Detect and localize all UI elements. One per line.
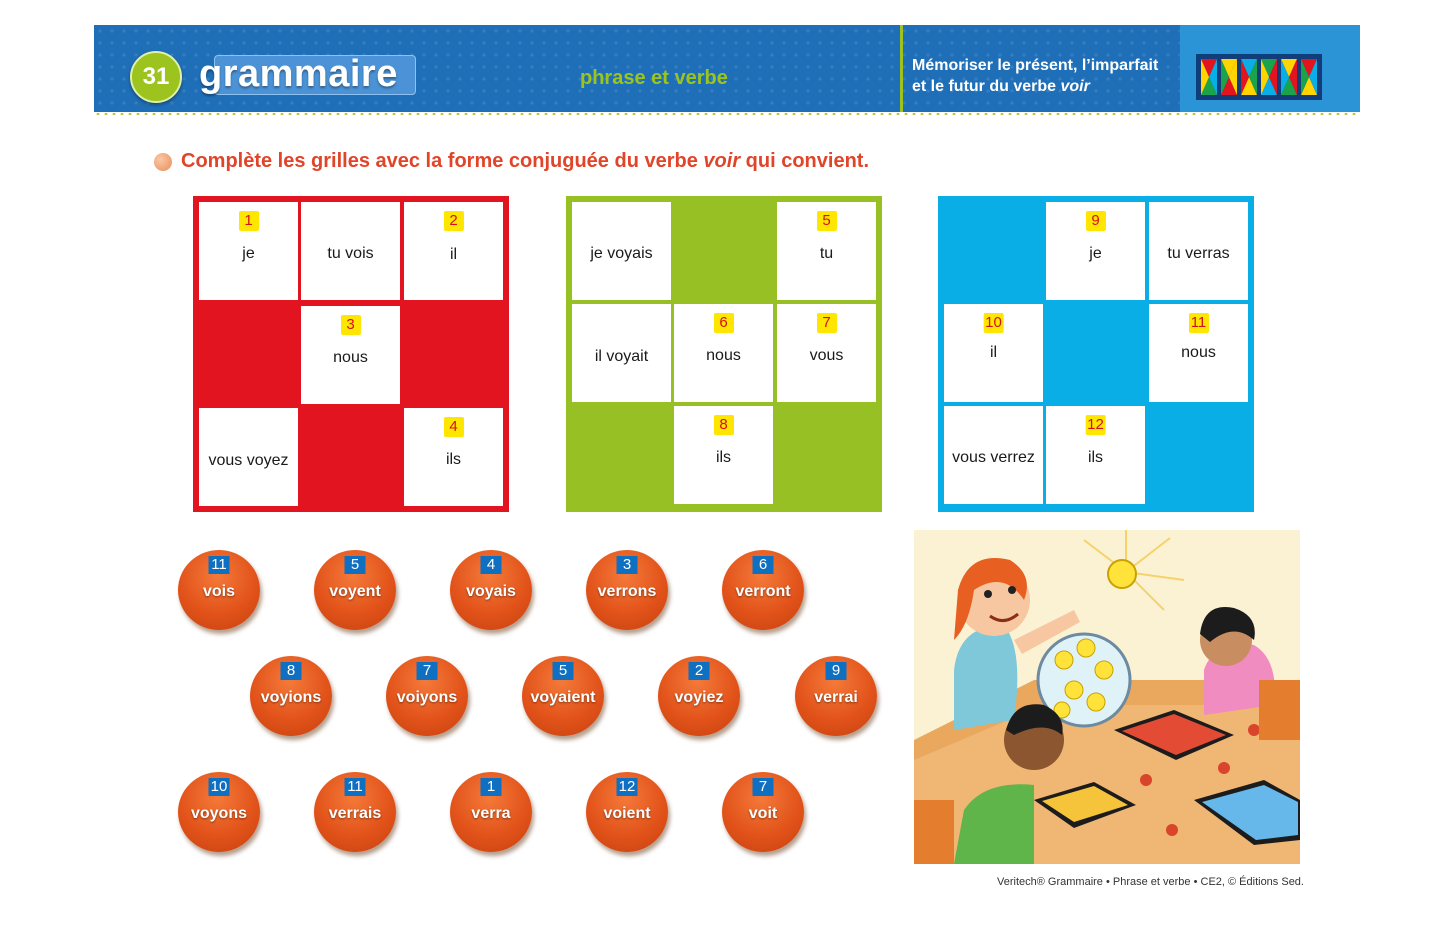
token-word: voyons: [190, 805, 247, 822]
page-title: grammaire: [199, 53, 398, 95]
learning-objective: [912, 55, 1174, 97]
grid-cell[interactable]: [944, 304, 1043, 402]
answer-token[interactable]: [722, 550, 804, 630]
cell-number: 12: [1087, 416, 1104, 433]
cell-word: il: [989, 344, 998, 361]
cell-word: il voyait: [594, 348, 649, 365]
grid-present: [193, 196, 509, 512]
grid-imparfait: [566, 196, 882, 512]
header-divider: [900, 25, 903, 112]
token-number: 7: [417, 662, 438, 680]
cell-word: tu vois: [327, 245, 374, 262]
token-word: voient: [603, 805, 651, 822]
token-word: voyent: [329, 583, 381, 600]
cell-word: tu: [819, 245, 834, 262]
grid-cell[interactable]: [674, 304, 773, 402]
cell-word: je: [242, 245, 255, 262]
cell-number: 8: [714, 415, 734, 435]
children-playing-illustration: [914, 530, 1300, 864]
grid-cell: [572, 304, 671, 402]
token-number: 4: [481, 556, 502, 574]
cell-word: il: [449, 246, 458, 263]
token-number: 6: [753, 556, 774, 574]
token-word: voyions: [260, 689, 322, 706]
token-number: 3: [617, 556, 638, 574]
token-word: voyiez: [674, 689, 724, 706]
answer-token[interactable]: [178, 772, 260, 852]
grid-cell[interactable]: [1149, 304, 1248, 402]
token-word: verra: [471, 805, 511, 822]
cell-word: je: [1089, 245, 1102, 262]
copyright-footer: Veritech® Grammaire • Phrase et verbe • CE2, © Éditions Sed.: [997, 876, 1304, 888]
token-word: vois: [202, 583, 235, 600]
cell-number: 11: [1189, 313, 1209, 333]
grid-cell: [1149, 202, 1248, 300]
answer-token[interactable]: [722, 772, 804, 852]
answer-token[interactable]: [386, 656, 468, 736]
instruction: [181, 150, 869, 173]
cell-word: ils: [1087, 449, 1104, 466]
answer-token[interactable]: [178, 550, 260, 630]
cell-word: nous: [333, 349, 368, 366]
instruction-text-end: qui convient.: [745, 150, 870, 172]
cell-number: 3: [341, 315, 361, 335]
cell-word: je voyais: [590, 245, 653, 262]
header-banner: [94, 25, 1360, 112]
grid-cell[interactable]: [777, 304, 876, 402]
token-word: voyais: [466, 583, 516, 600]
answer-token[interactable]: [314, 772, 396, 852]
cell-number: 1: [239, 211, 259, 231]
cell-number: 9: [1086, 211, 1106, 231]
token-number: 11: [345, 778, 366, 796]
grid-cell[interactable]: [1046, 406, 1145, 504]
instruction-verb: voir: [703, 150, 741, 172]
answer-token[interactable]: [586, 550, 668, 630]
grid-cell[interactable]: [199, 202, 298, 300]
token-word: verrais: [328, 805, 382, 822]
cell-word: vous: [809, 347, 844, 364]
cell-word: nous: [706, 347, 741, 364]
grid-cell: [572, 202, 671, 300]
token-number: 11: [209, 556, 230, 574]
cell-number: 6: [714, 313, 734, 333]
answer-token[interactable]: [314, 550, 396, 630]
answer-token[interactable]: [658, 656, 740, 736]
bullet-icon: [154, 153, 172, 171]
page-subtitle: phrase et verbe: [580, 67, 728, 89]
cell-number: 4: [444, 417, 464, 437]
token-word: voyaient: [530, 689, 596, 706]
token-word: verrons: [597, 583, 657, 600]
token-number: 5: [345, 556, 366, 574]
cell-word: ils: [445, 451, 462, 468]
token-number: 2: [689, 662, 710, 680]
grid-cell[interactable]: [1046, 202, 1145, 300]
answer-token[interactable]: [522, 656, 604, 736]
token-number: 12: [617, 778, 638, 796]
answer-token[interactable]: [450, 772, 532, 852]
answer-token[interactable]: [586, 772, 668, 852]
objective-line-2: et le futur du verbe: [912, 78, 1057, 95]
answer-token[interactable]: [795, 656, 877, 736]
instruction-text: Complète les grilles avec la forme conjuguée du verbe: [181, 150, 698, 172]
cell-number: 2: [444, 211, 464, 231]
grid-cell[interactable]: [301, 306, 400, 404]
token-number: 1: [481, 778, 502, 796]
grid-cell[interactable]: [404, 408, 503, 506]
veritech-logo-icon: [1196, 54, 1322, 100]
cell-word: vous voyez: [208, 452, 289, 469]
grid-cell: [199, 408, 298, 506]
grid-futur: [938, 196, 1254, 512]
grid-cell[interactable]: [404, 202, 503, 300]
token-number: 10: [209, 778, 230, 796]
cell-word: ils: [715, 449, 732, 466]
cell-word: tu verras: [1167, 245, 1230, 262]
objective-line-1: Mémoriser le présent, l’imparfait: [912, 57, 1159, 74]
cell-number: 7: [817, 313, 837, 333]
answer-token[interactable]: [450, 550, 532, 630]
cell-number: 10: [985, 314, 1002, 331]
grid-cell: [301, 202, 400, 300]
cell-word: nous: [1181, 344, 1216, 361]
token-number: 7: [753, 778, 774, 796]
grid-cell[interactable]: [674, 406, 773, 504]
header-dotted-line: [94, 112, 1360, 116]
token-number: 9: [826, 662, 847, 680]
token-number: 8: [281, 662, 302, 680]
grid-cell: [944, 406, 1043, 504]
cell-word: vous verrez: [952, 449, 1035, 466]
token-word: voit: [748, 805, 778, 822]
token-word: verront: [735, 583, 791, 600]
exercise-number-badge: 31: [130, 51, 182, 103]
token-word: verrai: [814, 689, 858, 706]
answer-token[interactable]: [250, 656, 332, 736]
cell-number: 5: [817, 211, 837, 231]
token-number: 5: [553, 662, 574, 680]
grid-cell[interactable]: [777, 202, 876, 300]
token-word: voiyons: [396, 689, 458, 706]
objective-verb: voir: [1060, 78, 1090, 95]
